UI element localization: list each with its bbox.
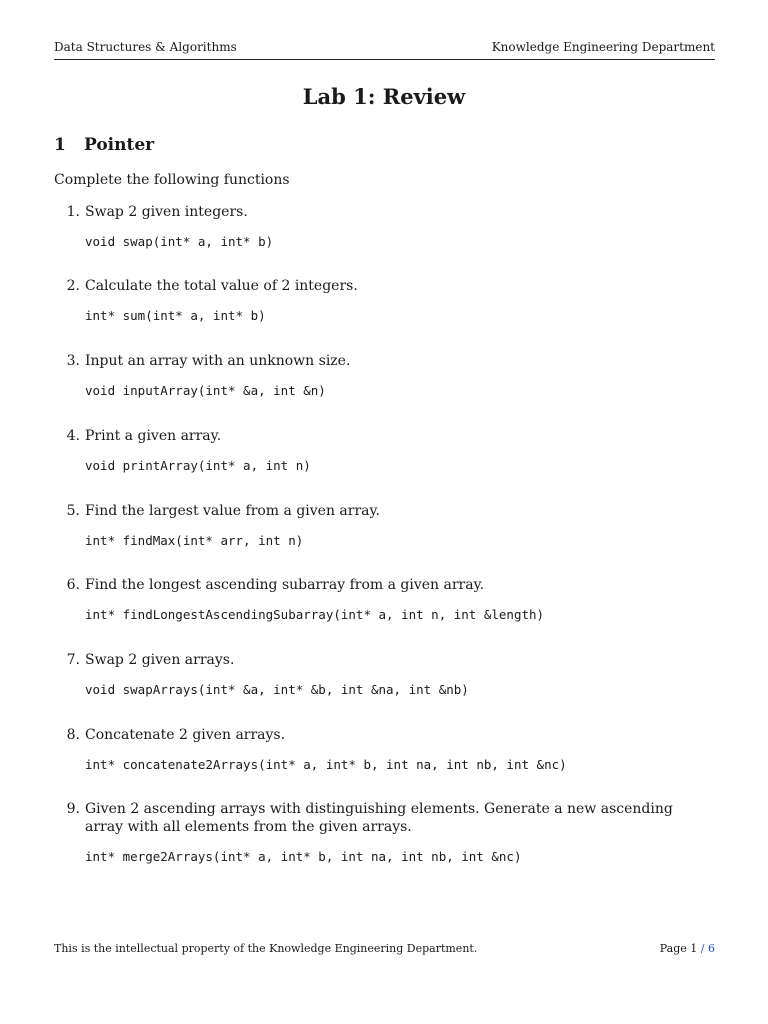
item-description: Swap 2 given integers. <box>85 204 248 220</box>
page-total-link[interactable]: 6 <box>708 942 715 955</box>
item-number: 7. <box>66 652 80 668</box>
item-number: 2. <box>66 278 80 294</box>
item-description: Concatenate 2 given arrays. <box>85 727 286 743</box>
section-heading <box>54 135 154 155</box>
page-current: Page 1 <box>659 942 698 955</box>
section-intro: Complete the following functions <box>54 172 290 188</box>
item-description: Find the longest ascending subarray from a given array. <box>85 577 485 593</box>
item-signature: int* sum(int* a, int* b) <box>85 308 266 323</box>
section-title: Pointer <box>84 135 155 155</box>
item-signature: void inputArray(int* &a, int &n) <box>85 383 326 398</box>
item-description: Given 2 ascending arrays with distinguishing elements. Generate a new ascending array with all elements from the given arrays. <box>85 801 673 835</box>
item-number: 4. <box>66 428 80 444</box>
section-number: 1 <box>54 135 66 155</box>
item-description: Input an array with an unknown size. <box>85 353 351 369</box>
item-number: 3. <box>66 353 80 369</box>
header-department: Knowledge Engineering Department <box>491 40 715 54</box>
page-header <box>54 40 715 60</box>
item-description: Swap 2 given arrays. <box>85 652 235 668</box>
item-number: 1. <box>66 204 80 220</box>
page-separator: / <box>700 942 705 955</box>
item-signature: int* findLongestAscendingSubarray(int* a, int n, int &length) <box>85 607 545 622</box>
item-signature: int* concatenate2Arrays(int* a, int* b, int na, int nb, int &nc) <box>85 757 567 772</box>
item-signature: void swap(int* a, int* b) <box>85 234 274 249</box>
item-number: 5. <box>66 503 80 519</box>
item-signature: void swapArrays(int* &a, int* &b, int &na, int &nb) <box>85 682 469 697</box>
item-number: 8. <box>66 727 80 743</box>
item-description: Print a given array. <box>85 428 222 444</box>
item-number: 9. <box>66 801 80 817</box>
page-footer <box>54 942 715 955</box>
page-title: Lab 1: Review <box>302 84 466 109</box>
footer-notice: This is the intellectual property of the Knowledge Engineering Department. <box>54 942 478 955</box>
item-signature: void printArray(int* a, int n) <box>85 458 311 473</box>
item-description: Calculate the total value of 2 integers. <box>85 278 358 294</box>
page-number <box>660 942 715 955</box>
item-signature: int* findMax(int* arr, int n) <box>85 533 304 548</box>
header-course: Data Structures & Algorithms <box>54 40 237 54</box>
item-description: Find the largest value from a given array. <box>85 503 381 519</box>
item-signature: int* merge2Arrays(int* a, int* b, int na, int nb, int &nc) <box>85 849 522 864</box>
item-number: 6. <box>66 577 80 593</box>
